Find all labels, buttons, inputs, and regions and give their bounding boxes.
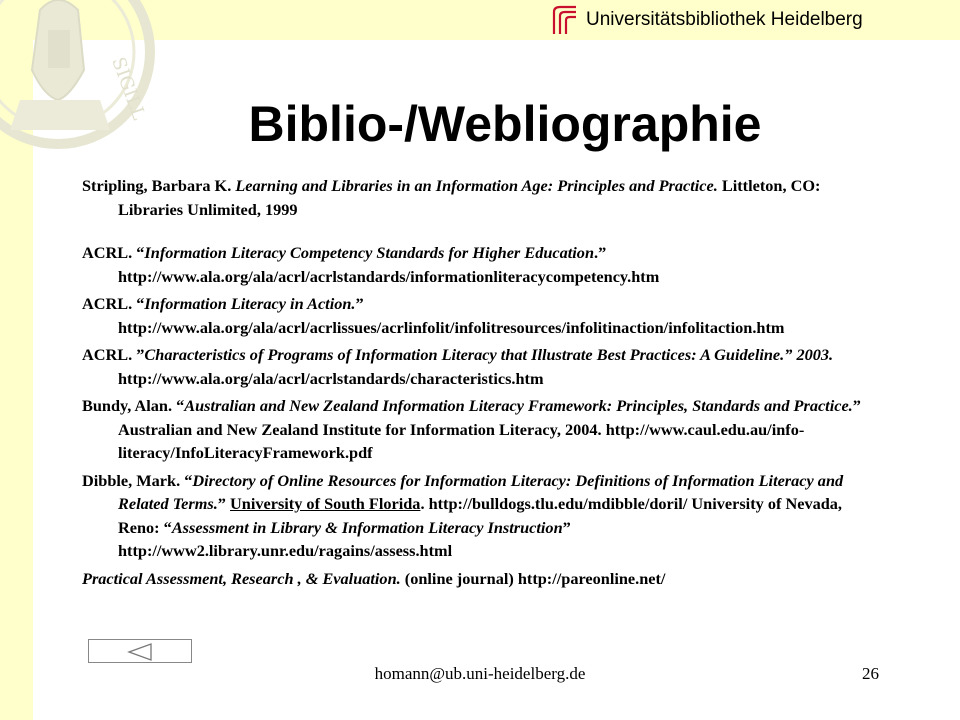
reference-item [82,174,882,221]
ref-separator: ” [217,494,231,513]
ref-author: ACRL. “ [82,294,145,313]
reference-item [82,469,882,563]
ref-url-secondary: ” http://www2.library.unr.edu/ragains/assess.html [118,517,571,560]
ref-publisher: ” Australian and New Zealand Institute for Information Literacy, 2004. http://www.caul.edu.au/info-literacy/InfoLiteracyFramework.pdf [118,396,861,462]
slide-title: Biblio-/Webliographie [248,96,762,152]
reference-item [82,567,882,591]
ref-url: (online journal) http://pareonline.net/ [400,568,666,588]
reference-item [82,343,882,390]
institution-name: Universitätsbibliothek Heidelberg [586,9,863,30]
reference-list [82,174,882,594]
ref-publisher: Littleton, CO: Libraries Unlimited, 1999 [118,176,821,219]
ref-url: http://www.ala.org/ala/acrl/acrlstandards/characteristics.htm [118,368,544,388]
ref-title: Australian and New Zealand Information Literacy Framework: Principles, Standards and Practice. [184,396,853,415]
ref-title: Information Literacy in Action. [144,294,356,313]
ref-url: ” http://www.ala.org/ala/acrl/acrlissues/acrlinfolit/infolitresources/infolitinaction/infolitaction.htm [118,294,785,337]
back-arrow-icon [127,642,153,662]
ref-title: Learning and Libraries in an Information Age: Principles and Practice. [235,176,718,195]
back-button[interactable] [88,639,192,663]
ref-title: Characteristics of Programs of Information Literacy that Illustrate Best Practices: A Guideline.” 2003. [144,345,834,364]
ref-author: ACRL. ” [82,345,145,364]
footer-email: homann@ub.uni-heidelberg.de [374,664,586,683]
ref-url: . http://bulldogs.tlu.edu/mdibble/doril/ University of Nevada, Reno: “ [118,494,843,537]
svg-text:SIGILL: SIGILL [107,54,150,123]
ref-title: Practical Assessment, Research , & Evaluation. [82,568,401,588]
ref-author: Bundy, Alan. “ [82,396,185,415]
ref-title: Information Literacy Competency Standards for Higher Education [144,243,594,262]
header-brand [548,4,863,36]
ref-url: .” http://www.ala.org/ala/acrl/acrlstandards/informationliteracycompetency.htm [118,243,660,286]
uni-heidelberg-logo-icon [548,4,578,36]
university-link[interactable]: University of South Florida [230,494,421,513]
ref-author: Stripling, Barbara K. [82,176,236,195]
ref-title: Directory of Online Resources for Information Literacy: Definitions of Information Literacy and Related Terms. [118,470,844,513]
reference-item [82,241,882,288]
ref-title-secondary: Assessment in Library & Information Literacy Instruction [171,517,563,537]
reference-item [82,292,882,339]
page-number: 26 [862,664,879,683]
ref-author: Dibble, Mark. “ [82,470,193,490]
reference-item [82,394,882,465]
ref-author: ACRL. “ [82,243,145,262]
